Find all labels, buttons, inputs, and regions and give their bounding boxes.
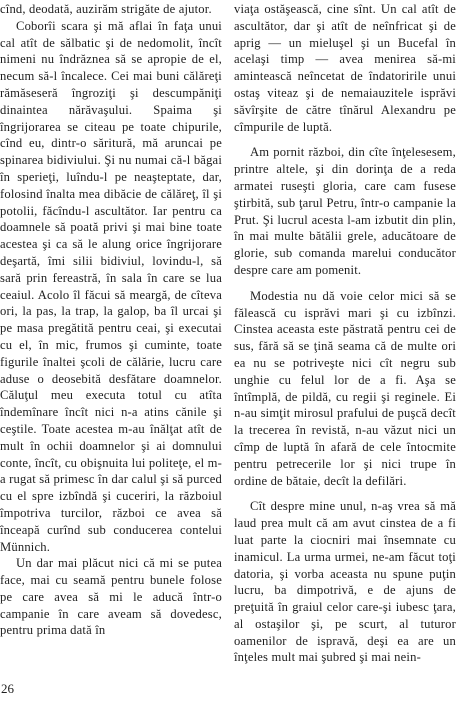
page-number: 26 <box>1 681 14 696</box>
right-text-column <box>234 1 456 666</box>
paragraph: cînd, deodată, auzirăm strigăte de ajutor. <box>0 2 212 16</box>
paragraph: Cît despre mine unul, n-aş vrea să mă laud prea mult că am avut cinstea de a fi luat parte la ciocniri mai însemnate cu inamicul. La urma urmei, ne-am făcut toţi datoria, şi vorba aceasta nu spune puţin lucru, ba dimpotrivă, e de ajuns de preţuită în graiul celor care-şi iubesc ţara, al ostaşilor şi, pe scurt, al tuturor oamenilor de ispravă, deşi ea are un înţeles mult mai şubred şi mai nein- <box>234 499 456 665</box>
left-text-column <box>0 1 222 639</box>
paragraph: viaţa ostăşească, cine sînt. Un cal atît de ascultător, dar şi atît de neînfricat şi de aprig — un mieluşel şi un Bucefal în acelaşi timp — avea menirea să-mi amintească neîncetat de îndatoririle unui ostaş viteaz şi de nemaiauzitele isprăvi săvîrşite de către tînărul Alexandru pe cîmpurile de luptă. <box>234 2 456 134</box>
paragraph: Modestia nu dă voie celor mici să se fălească cu isprăvi mari şi cu izbînzi. Cinstea aceasta este păstrată pentru cei de sus, fără să se ţină seama că de multe ori ea nu se potriveşte nici cît negru sub unghie cu felul lor de a fi. Aşa se întîmplă, de pildă, cu regii şi reginele. Ei n-au simţit mirosul prafului de puşcă decît la trecerea în revistă, n-au văzut nici un cîmp de luptă în afară de cele întocmite pentru petrecerile lor şi nici trupe în ordine de bătaie, decît la defilări. <box>234 288 456 488</box>
paragraph: Coborîi scara şi mă aflai în faţa unui cal atît de sălbatic şi de nedomolit, încît nimeni nu îndrăznea să se apropie de el, necum să-l încalece. Cei mai buni călăreţi rămăseseră îngroziţi şi descumpăniţi dinaintea nărăvaşului. Spaima şi îngrijorarea se citeau pe toate chipurile, cînd eu, dintr-o săritură, mă aruncai pe spinarea bidiviului. Şi nu numai că-l băgai în sperieţi, luîndu-l pe neaşteptate, dar, folosind înalta mea dibăcie de călăreţ, îl şi potolii, făcîndu-l ascultător. Iar pentru ca doamnele să poată privi şi mai bine toate acestea şi ca să le alung orice îngrijorare deşartă, îmi silii bidiviul, lovindu-l, să sară prin fereastră, în sala în care se lua ceaiul. Acolo îl făcui să meargă, de cîteva ori, la pas, la trap, la galop, ba îl urcai şi pe masa pregătită pentru ceai, şi executai cu el, în mic, frumos şi cuminte, toate figurile înaltei şcoli de călărie, lucru care aduse o deosebită desfătare doamnelor. Căluţul meu executa totul cu atîta îndemînare încît nici n-a atins cănile şi ceştile. Toate acestea m-au înălţat atît de mult în ochii doamnelor şi ai domnului conte, încît, cu obişnuita lui politeţe, el m-a rugat să primesc în dar calul şi să purced cu el spre izbîndă şi cuceriri, la războiul împotriva turcilor, război ce avea să înceapă curînd sub conducerea contelui Münnich. <box>0 18 222 554</box>
paragraph: Am pornit război, din cîte înţelesesem, printre altele, şi din dorinţa de a reda armatei ruseşti gloria, care cam fusese ştirbită, sub ţarul Petru, într-o campanie la Prut. Şi lucrul acesta l-am izbutit din plin, în mai multe bătălii grele, aducătoare de glorie, sub comanda marelui conducător despre care am pomenit. <box>234 145 456 277</box>
paragraph: Un dar mai plăcut nici că mi se putea face, mai cu seamă pentru bunele folose pe care avea să mi le aducă într-o campanie în care aveam să dovedesc, pentru prima dată în <box>0 556 222 638</box>
